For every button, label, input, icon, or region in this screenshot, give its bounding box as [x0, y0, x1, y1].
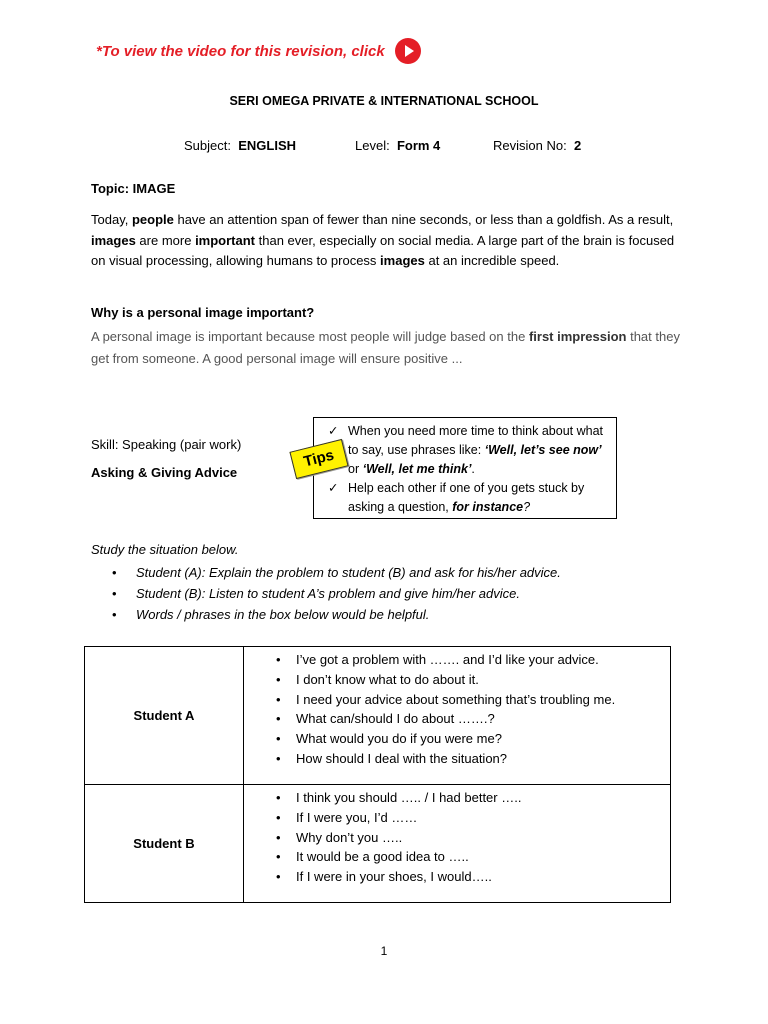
- table-row: [85, 785, 671, 903]
- revision-field: Revision No: 2: [493, 138, 582, 153]
- answer-paragraph: A personal image is important because most people will judge based on the first impression that they get from someone. A good personal image will ensure positive ...: [91, 329, 680, 366]
- check-icon: ✓: [328, 481, 339, 495]
- student-a-phrases: [244, 647, 671, 785]
- student-b-label: Student B: [85, 785, 244, 903]
- student-b-phrases: [244, 785, 671, 903]
- play-icon[interactable]: [395, 38, 421, 64]
- list-item: • Student (B): Listen to student A’s problem and give him/her advice.: [112, 583, 561, 604]
- school-name: SERI OMEGA PRIVATE & INTERNATIONAL SCHOOL: [229, 94, 539, 108]
- list-item: • If I were you, I’d ……: [296, 808, 669, 828]
- tip-item: ✓ When you need more time to think about what to say, use phrases like: ‘Well, let’s see now’ or ‘Well, let me think’.: [328, 424, 604, 476]
- question-heading: Why is a personal image important?: [91, 305, 315, 320]
- list-item: • It would be a good idea to …..: [296, 847, 669, 867]
- video-link[interactable]: [96, 38, 421, 64]
- skill-title: Asking & Giving Advice: [91, 465, 238, 480]
- list-item: • Words / phrases in the box below would be helpful.: [112, 604, 561, 625]
- study-instruction: Study the situation below.: [91, 542, 239, 557]
- page-number: 1: [380, 944, 388, 958]
- list-item: • How should I deal with the situation?: [296, 749, 669, 769]
- tips-box: [313, 417, 617, 519]
- video-link-text: *To view the video for this revision, click: [96, 42, 385, 60]
- list-item: • I think you should ….. / I had better …..: [296, 788, 669, 808]
- list-item: • If I were in your shoes, I would…..: [296, 867, 669, 887]
- check-icon: ✓: [328, 424, 339, 438]
- subject-field: Subject: ENGLISH: [184, 138, 297, 153]
- table-row: [85, 647, 671, 785]
- intro-paragraph: Today, people have an attention span of fewer than nine seconds, or less than a goldfish. As a result, images are more important than ever, especially on social media. A large part of the brain is focused on visual processing, allowing humans to process images at an incredible speed.: [91, 212, 675, 268]
- student-a-label: Student A: [85, 647, 244, 785]
- list-item: • Student (A): Explain the problem to student (B) and ask for his/her advice.: [112, 562, 561, 583]
- advice-table: [84, 646, 671, 903]
- list-item: • I’ve got a problem with ……. and I’d like your advice.: [296, 650, 669, 670]
- instruction-list: [112, 562, 561, 625]
- level-field: Level: Form 4: [355, 138, 441, 153]
- skill-label: Skill: Speaking (pair work): [91, 437, 242, 452]
- tips-badge: Tips: [289, 439, 348, 479]
- list-item: • I don’t know what to do about it.: [296, 670, 669, 690]
- list-item: • What would you do if you were me?: [296, 729, 669, 749]
- list-item: • Why don’t you …..: [296, 828, 669, 848]
- list-item: • What can/should I do about …….?: [296, 709, 669, 729]
- list-item: • I need your advice about something that’s troubling me.: [296, 690, 669, 710]
- topic-heading: Topic: IMAGE: [91, 181, 176, 196]
- tip-item: ✓ Help each other if one of you gets stuck by asking a question, for instance?: [328, 481, 585, 514]
